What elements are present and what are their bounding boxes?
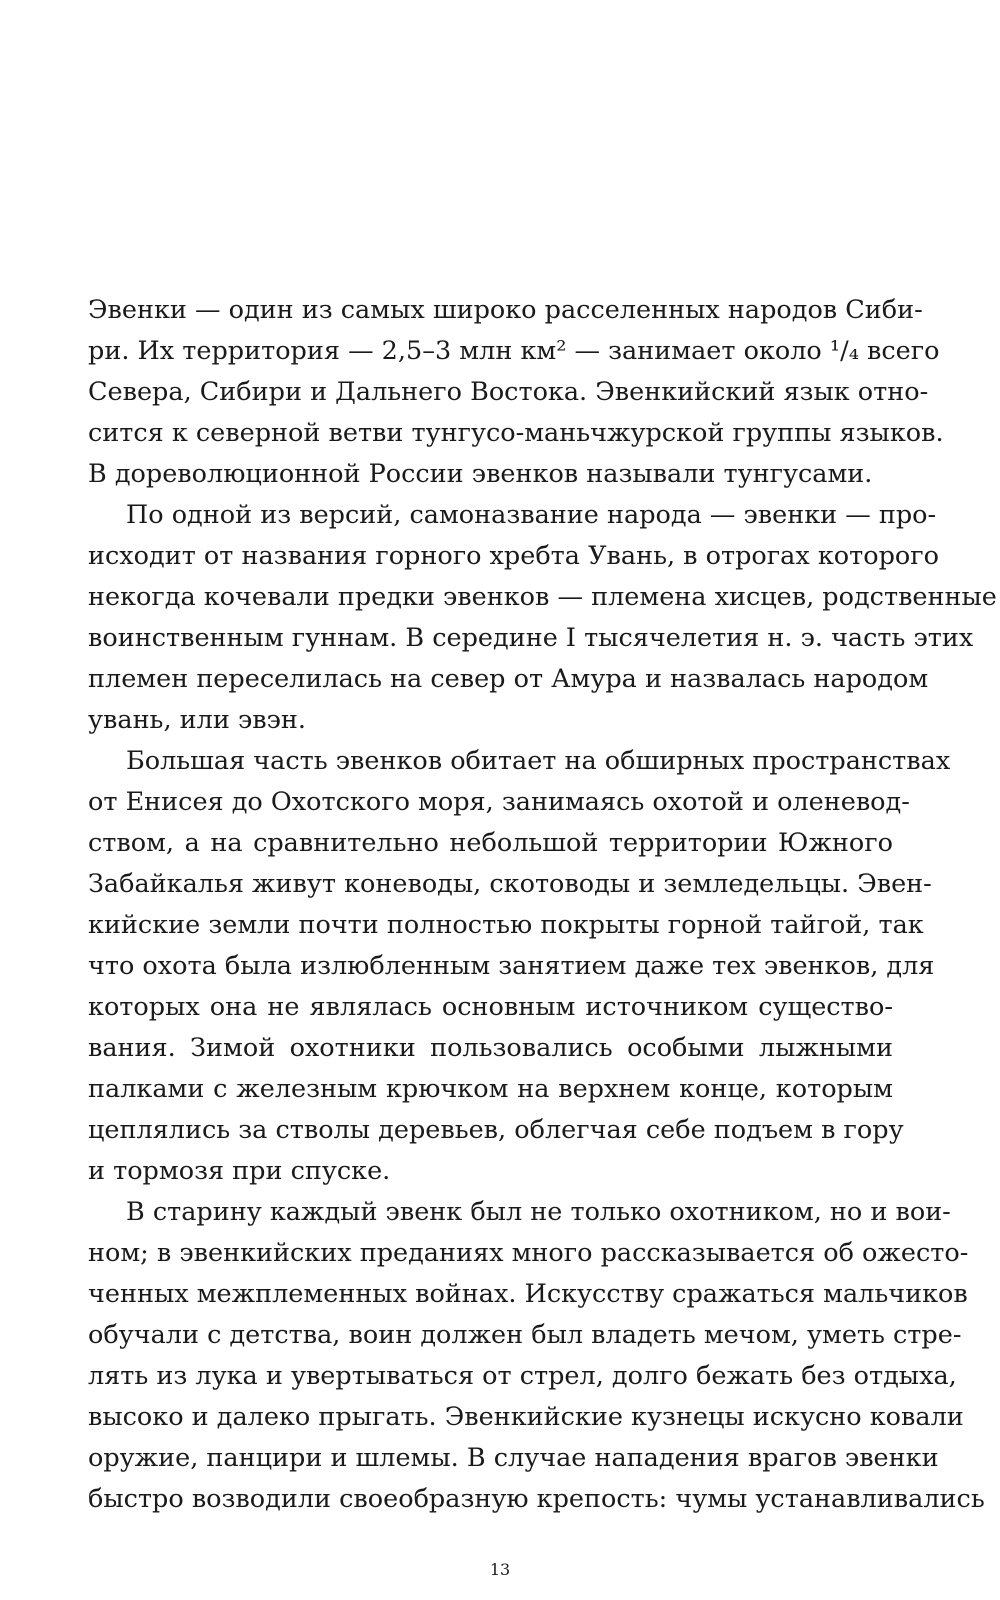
text-line: которых она не являлась основным источником существо- bbox=[88, 992, 893, 1022]
text-line: что охота была излюбленным занятием даже тех эвенков, для bbox=[88, 951, 935, 981]
text-line: исходит от названия горного хребта Увань, в отрогах которого bbox=[88, 541, 939, 571]
text-line: вания. Зимой охотники пользовались особыми лыжными bbox=[88, 1033, 893, 1063]
text-line: воинственным гуннам. В середине I тысячелетия н. э. часть этих bbox=[88, 623, 974, 653]
text-line: палками с железным крючком на верхнем конце, которым bbox=[88, 1074, 893, 1104]
text-line: цеплялись за стволы деревьев, облегчая себе подъем в гору bbox=[88, 1115, 904, 1145]
paragraph bbox=[88, 1192, 985, 1520]
text-line: увань, или эвэн. bbox=[88, 705, 306, 735]
text-line: племен переселилась на север от Амура и назвалась народом bbox=[88, 664, 929, 694]
text-line: высоко и далеко прыгать. Эвенкийские кузнецы искусно ковали bbox=[88, 1402, 964, 1432]
text-line: быстро возводили своеобразную крепость: чумы устанавливались bbox=[88, 1484, 985, 1514]
text-line: сится к северной ветви тунгусо-маньчжурской группы языков. bbox=[88, 418, 944, 448]
text-line: В старину каждый эвенк был не только охотником, но и вои- bbox=[126, 1197, 951, 1227]
text-line: оружие, панцири и шлемы. В случае нападения врагов эвенки bbox=[88, 1443, 939, 1473]
text-line: ством, а на сравнительно небольшой территории Южного bbox=[88, 828, 893, 858]
text-line: Севера, Сибири и Дальнего Востока. Эвенкийский язык отно- bbox=[88, 377, 929, 407]
text-line: от Енисея до Охотского моря, занимаясь охотой и оленевод- bbox=[88, 787, 910, 817]
page-number: 13 bbox=[489, 1560, 511, 1579]
text-line: ри. Их территория — 2,5–3 млн км² — занимает около ¹/₄ всего bbox=[88, 336, 940, 366]
text-line: В дореволюционной России эвенков называли тунгусами. bbox=[88, 459, 873, 489]
text-line: ченных межплеменных войнах. Искусству сражаться мальчиков bbox=[88, 1279, 968, 1309]
text-line: Эвенки — один из самых широко расселенных народов Сиби- bbox=[88, 295, 923, 325]
text-line: Забайкалья живут коневоды, скотоводы и земледельцы. Эвен- bbox=[88, 869, 932, 899]
text-line: и тормозя при спуске. bbox=[88, 1156, 391, 1186]
paragraph bbox=[88, 741, 951, 1192]
text-line: ном; в эвенкийских преданиях много рассказывается об ожесто- bbox=[88, 1238, 969, 1268]
paragraph bbox=[88, 495, 997, 741]
text-line: По одной из версий, самоназвание народа — эвенки — про- bbox=[126, 500, 937, 530]
paragraph bbox=[88, 290, 944, 495]
text-line: обучали с детства, воин должен был владеть мечом, уметь стре- bbox=[88, 1320, 962, 1350]
text-line: лять из лука и увертываться от стрел, долго бежать без отдыха, bbox=[88, 1361, 957, 1391]
text-line: некогда кочевали предки эвенков — племена хисцев, родственные bbox=[88, 582, 997, 612]
text-line: Большая часть эвенков обитает на обширных пространствах bbox=[126, 746, 951, 776]
text-line: кийские земли почти полностью покрыты горной тайгой, так bbox=[88, 910, 924, 940]
book-text-body bbox=[88, 290, 997, 1520]
